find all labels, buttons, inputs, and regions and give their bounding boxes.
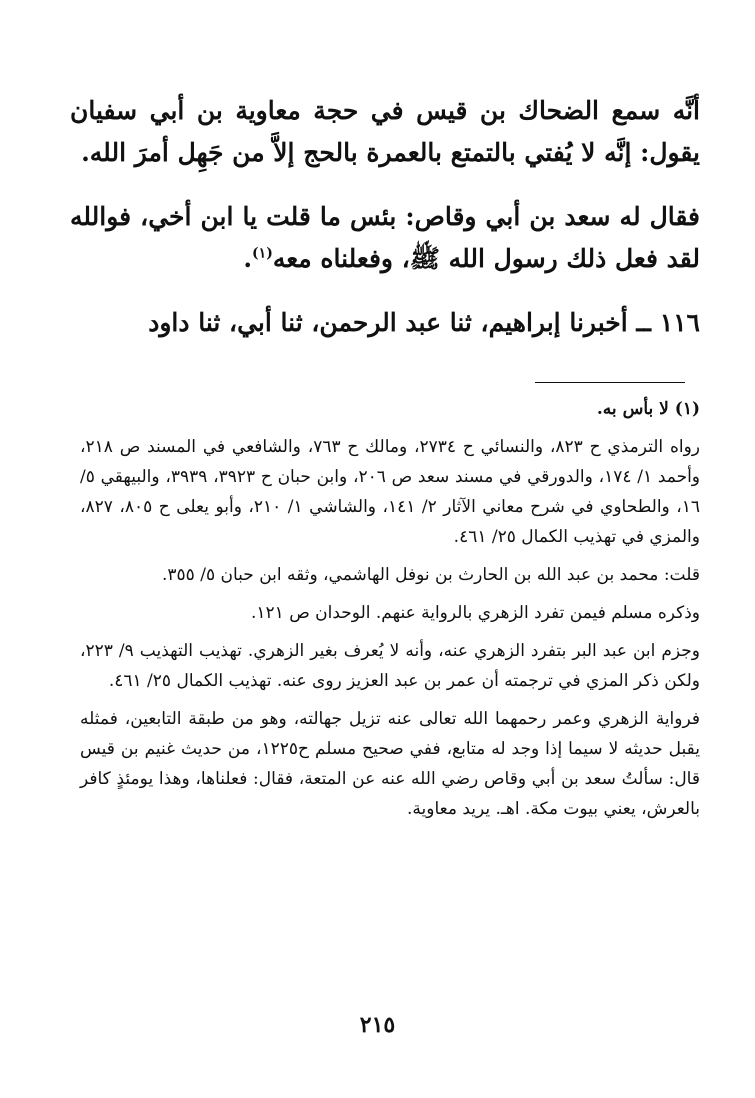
footnote-paragraph-4: وذكره مسلم فيمن تفرد الزهري بالرواية عنهم. الوحدان ص ١٢١. [250, 603, 700, 623]
main-paragraph-1: أنَّه سمع الضحاك بن قيس في حجة معاوية بن أبي سفيان يقول: إنَّه لا يُفتي بالتمتع بالعمرة بالحج إلاَّ من جَهِل أمرَ الله. [70, 96, 700, 167]
footnote-reference: (١) [252, 245, 273, 262]
main-paragraph-2-text: فقال له سعد بن أبي وقاص: بئس ما قلت يا ابن أخي، فوالله لقد فعل ذلك رسول الله ﷺ، وفعلناه معه [70, 202, 700, 273]
main-paragraph-3: ١١٦ ــ أخبرنا إبراهيم، ثنا عبد الرحمن، ثنا أبي، ثنا داود [148, 308, 700, 337]
main-paragraph-2 [70, 196, 700, 280]
footnote-separator [535, 382, 685, 383]
main-paragraph-2-end: . [243, 244, 253, 273]
footnotes [80, 394, 700, 832]
footnote-paragraph-3: قلت: محمد بن عبد الله بن الحارث بن نوفل الهاشمي، وثقه ابن حبان ٥/ ٣٥٥. [162, 565, 700, 585]
footnote-paragraph-5: وجزم ابن عبد البر بتفرد الزهري عنه، وأنه لا يُعرف بغير الزهري. تهذيب التهذيب ٩/ ٢٢٣، ولكن ذكر المزي في ترجمته أن عمر بن عبد العزيز روى عنه. تهذيب الكمال ٢٥/ ٤٦١. [80, 641, 700, 691]
footnote-paragraph-2: رواه الترمذي ح ٨٢٣، والنسائي ح ٢٧٣٤، ومالك ح ٧٦٣، والشافعي في المسند ص ٢١٨، وأحمد ١/ ١٧٤، والدورقي في مسند سعد ص ٢٠٦، وابن حبان ح ٣٩٢٣، ٣٩٣٩، والبيهقي ٥/ ١٦، والطحاوي في شرح معاني الآثار ٢/ ١٤١، والشاشي ١/ ٢١٠، وأبو يعلى ح ٨٠٥، ٨٢٧، والمزي في تهذيب الكمال ٢٥/ ٤٦١. [80, 437, 701, 547]
footnote-1: (١) لا بأس به. [596, 399, 700, 419]
main-text [70, 90, 700, 344]
footnote-paragraph-6: فرواية الزهري وعمر رحمهما الله تعالى عنه تزيل جهالته، وهو من طبقة التابعين، فمثله يقبل حديثه لا سيما إذا وجد له متابع، ففي صحيح مسلم ح١٢٢٥، من حديث غنيم بن قيس قال: سألتُ سعد بن أبي وقاص رضي الله عنه عن المتعة، فقال: فعلناها، وهذا يومئذٍ كافر بالعرش، يعني بيوت مكة. اهـ. يريد معاوية. [80, 709, 700, 819]
page-number: ٢١٥ [359, 1012, 396, 1038]
